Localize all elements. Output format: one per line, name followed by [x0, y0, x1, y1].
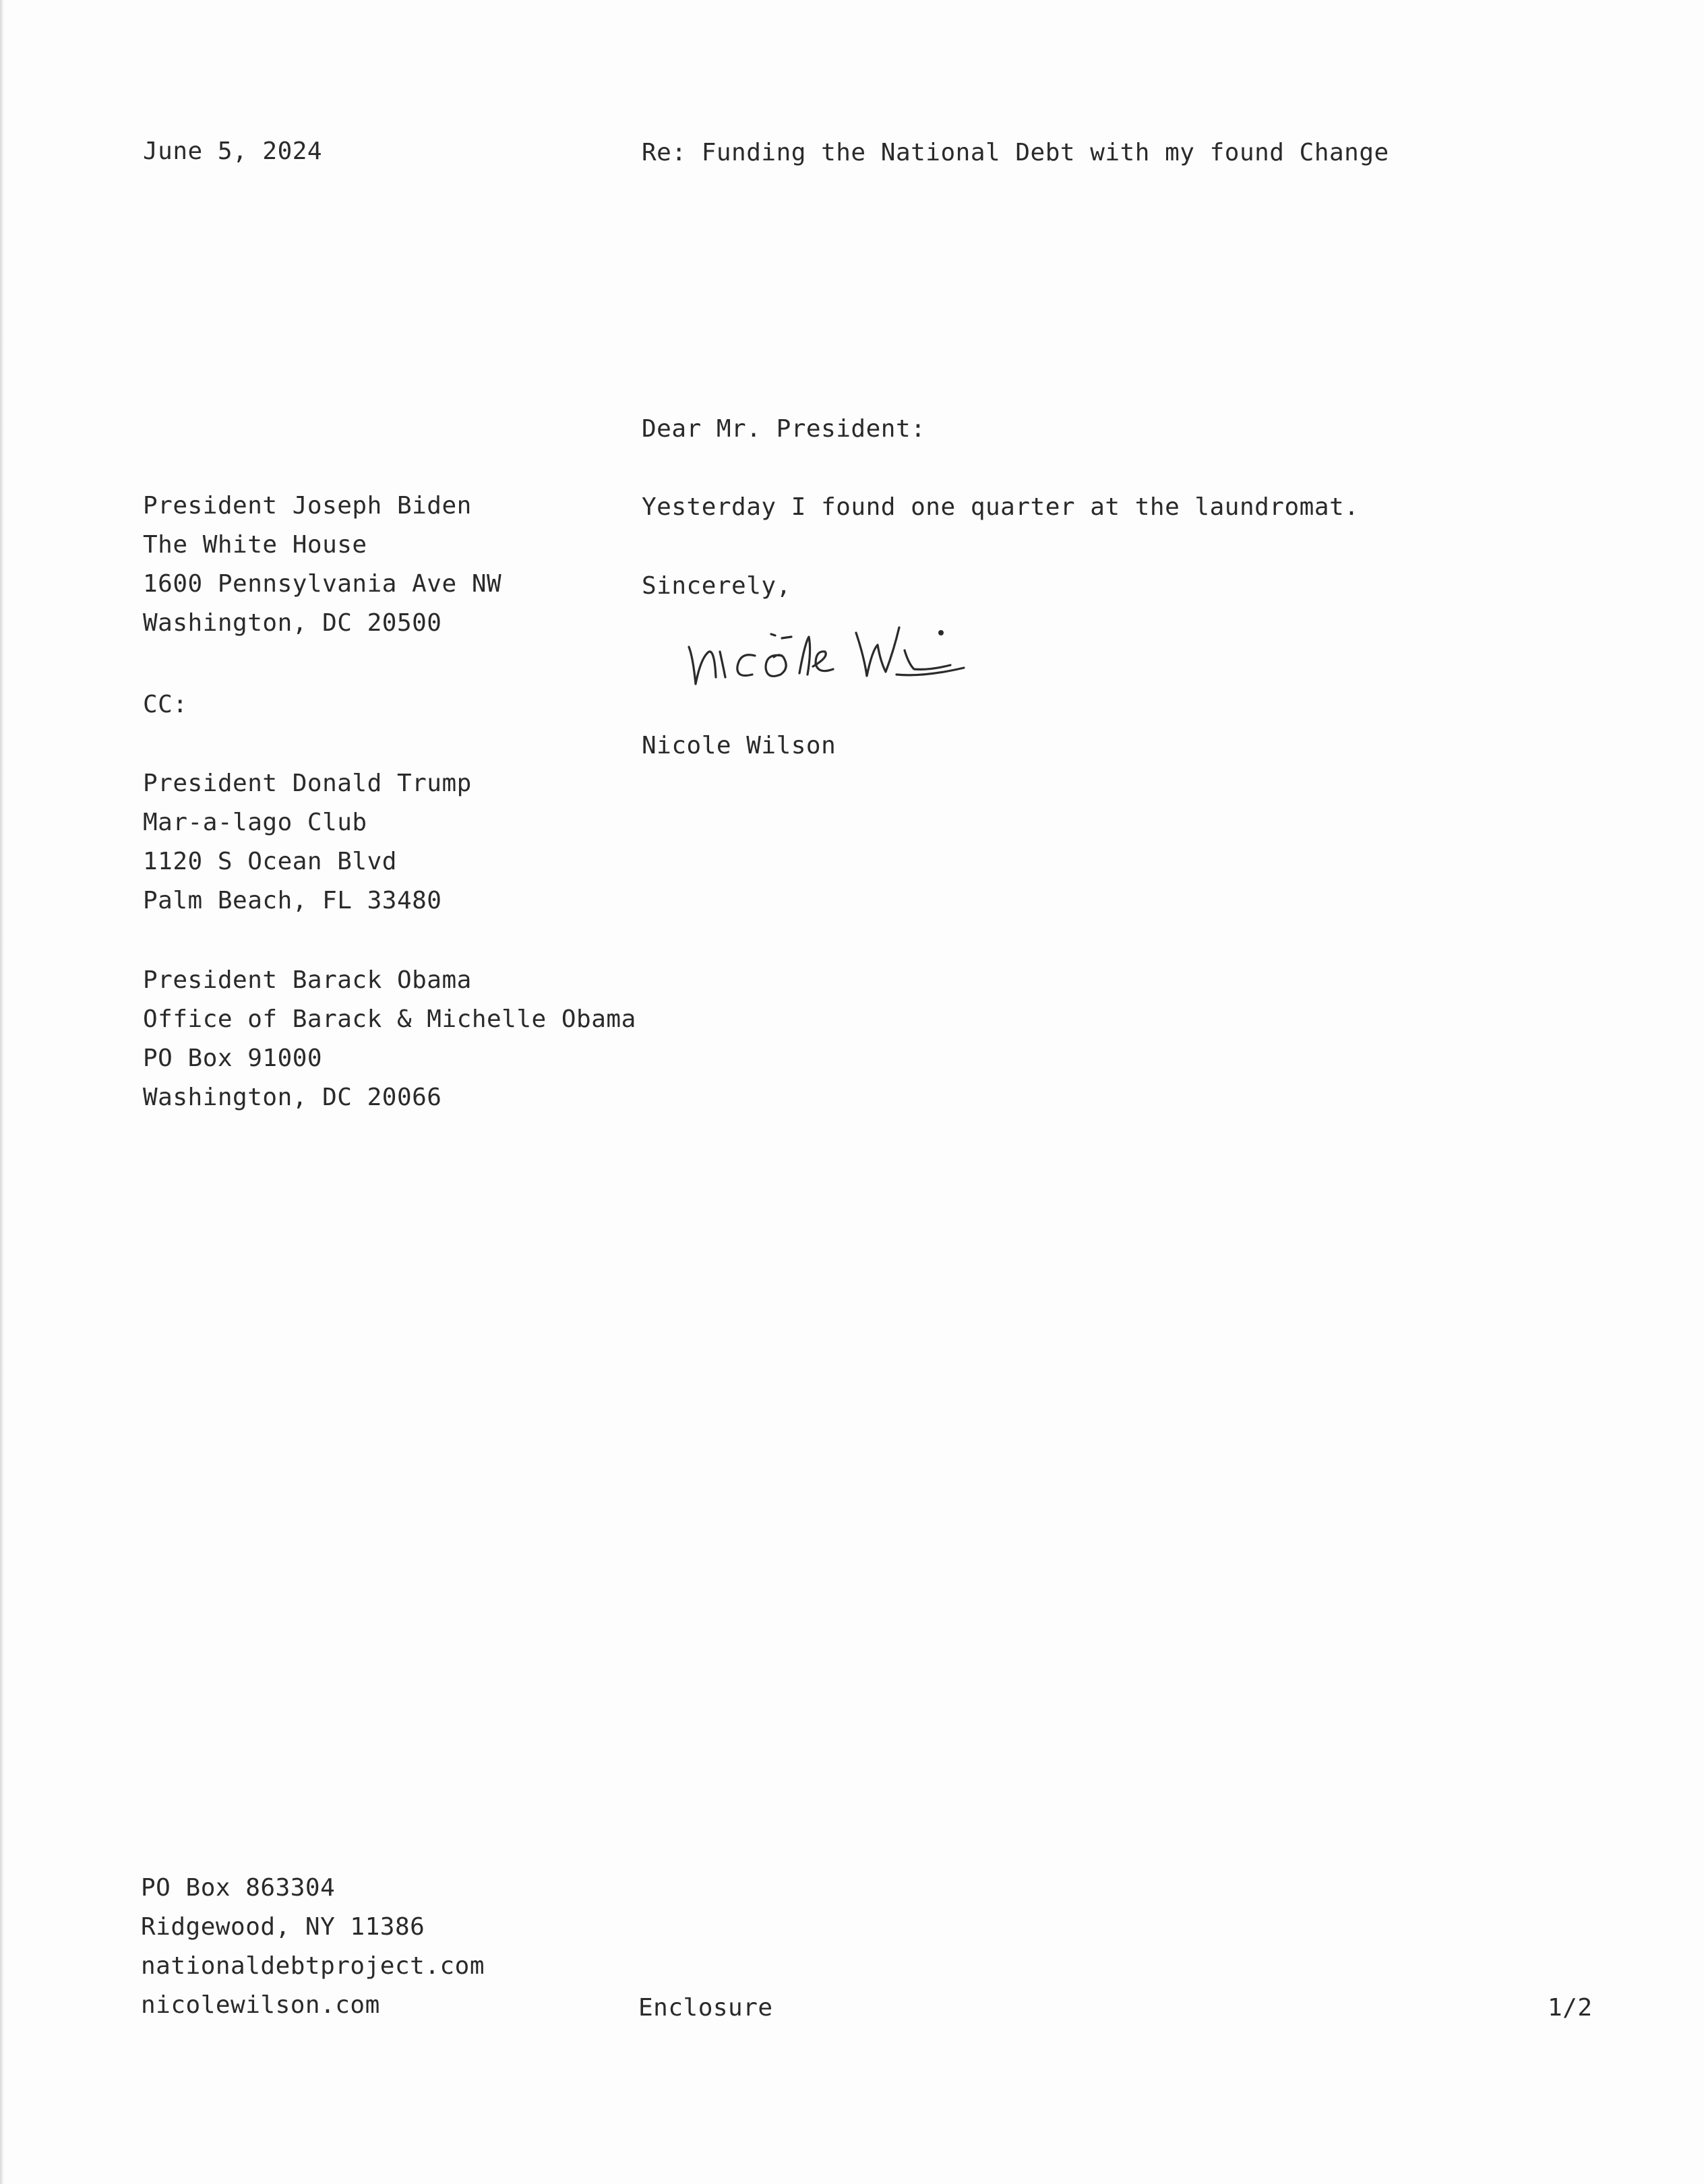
- cc-recipient-1: [143, 764, 472, 921]
- address-line: 1120 S Ocean Blvd: [143, 848, 397, 875]
- signer-name: Nicole Wilson: [642, 732, 836, 759]
- closing: Sincerely,: [642, 572, 791, 600]
- cc-recipient-2: [143, 961, 636, 1117]
- address-line: President Donald Trump: [143, 770, 472, 797]
- salutation: Dear Mr. President:: [642, 415, 926, 443]
- address-line: 1600 Pennsylvania Ave NW: [143, 570, 502, 598]
- letter-body: Yesterday I found one quarter at the laundromat.: [642, 493, 1360, 521]
- handwritten-signature: [681, 610, 1045, 697]
- address-line: President Barack Obama: [143, 966, 472, 994]
- address-line: Palm Beach, FL 33480: [143, 887, 442, 914]
- address-line: Washington, DC 20500: [143, 609, 442, 637]
- sender-address: [141, 1869, 485, 2025]
- address-line: Washington, DC 20066: [143, 1084, 442, 1111]
- page-number: 1/2: [1548, 1994, 1593, 2022]
- footer-line: Ridgewood, NY 11386: [141, 1913, 425, 1941]
- letter-date: June 5, 2024: [143, 137, 323, 165]
- address-line: PO Box 91000: [143, 1044, 323, 1072]
- recipient-address: [143, 487, 501, 643]
- scan-edge: [0, 0, 4, 2184]
- footer-line: nicolewilson.com: [141, 1991, 380, 2019]
- address-line: President Joseph Biden: [143, 492, 472, 520]
- address-line: Office of Barack & Michelle Obama: [143, 1005, 636, 1033]
- address-line: Mar-a-lago Club: [143, 809, 367, 836]
- letter-subject: Re: Funding the National Debt with my found Change: [642, 139, 1389, 166]
- footer-line: nationaldebtproject.com: [141, 1952, 485, 1980]
- enclosure-note: Enclosure: [638, 1994, 773, 2022]
- cc-label: CC:: [143, 691, 188, 718]
- address-line: The White House: [143, 531, 367, 559]
- footer-line: PO Box 863304: [141, 1874, 336, 1902]
